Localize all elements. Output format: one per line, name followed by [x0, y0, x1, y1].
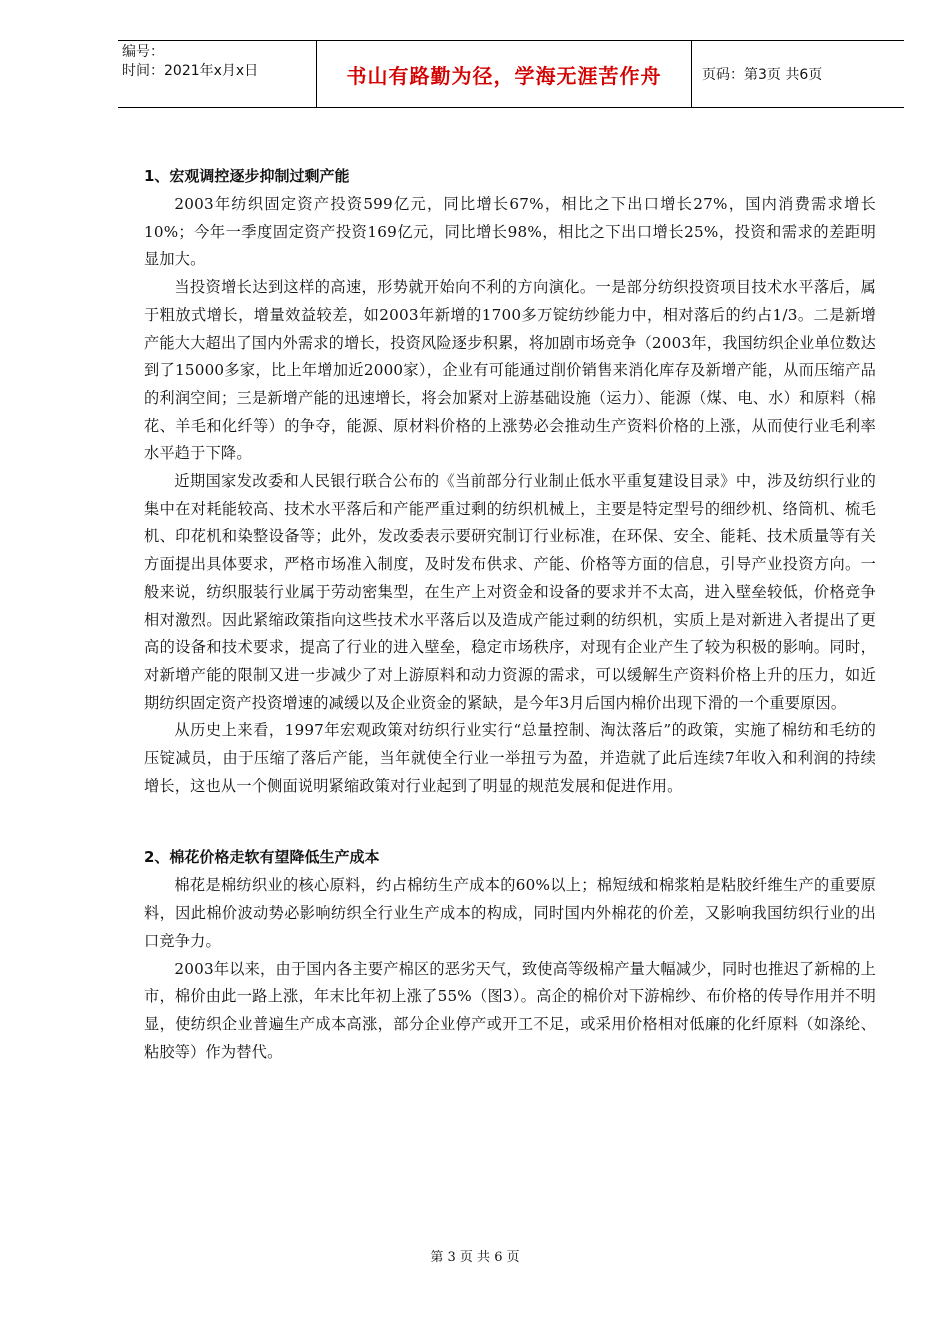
paragraph: 近期国家发改委和人民银行联合公布的《当前部分行业制止低水平重复建设目录》中，涉及纺织行业的集中在对耗能较高、技术水平落后和产能严重过剩的纺织机械上，主要是特定型号的细纱机、络筒机、梳毛机、印花机和染整设备等；此外，发改委表示要研究制订行业标准，在环保、安全、能耗、技术质量等有关方面提出具体要求，严格市场准入制度，及时发布供求、产能、价格等方面的信息，引导产业投资方向。一般来说，纺织服装行业属于劳动密集型，在生产上对资金和设备的要求并不太高，进入壁垒较低，价格竞争相对激烈。因此紧缩政策指向这些技术水平落后以及造成产能过剩的纺织机，实质上是对新进入者提出了更高的设备和技术要求，提高了行业的进入壁垒，稳定市场秩序，对现有企业产生了较为积极的影响。同时，对新增产能的限制又进一步减少了对上游原料和动力资源的需求，可以缓解生产资料价格上升的压力，如近期纺织固定资产投资增速的减缓以及企业资金的紧缺，是今年3月后国内棉价出现下滑的一个重要原因。 — [144, 472, 876, 712]
document-header — [118, 40, 904, 108]
header-motto: 书山有路勤为径，学海无涯苦作舟 — [316, 41, 692, 107]
paragraph: 2003年纺织固定资产投资599亿元，同比增长67%，相比之下出口增长27%，国内消费需求增长10%；今年一季度固定资产投资169亿元，同比增长98%，相比之下出口增长25%，投资和需求的差距明显加大。 — [144, 195, 876, 269]
document-body — [144, 161, 876, 1066]
paragraph: 从历史上来看，1997年宏观政策对纺织行业实行“总量控制、淘汰落后”的政策，实施了棉纺和毛纺的压锭减员，由于压缩了落后产能，当年就使全行业一举扭亏为盈，并造就了此后连续7年收入和利润的持续增长，这也从一个侧面说明紧缩政策对行业起到了明显的规范发展和促进作用。 — [144, 721, 876, 795]
section-heading: 2、棉花价格走软有望降低生产成本 — [144, 848, 380, 867]
time-label: 时间：2021年x月x日 — [122, 63, 259, 79]
page-footer: 第 3 页 共 6 页 — [430, 1250, 520, 1265]
paragraph: 当投资增长达到这样的高速，形势就开始向不利的方向演化。一是部分纺织投资项目技术水平落后，属于粗放式增长，增量效益较差，如2003年新增的1700多万锭纺纱能力中，相对落后的约占1/3。二是新增产能大大超出了国内外需求的增长，投资风险逐步积累，将加剧市场竞争（2003年，我国纺织企业单位数达到了15000多家，比上年增加近2000家），企业有可能通过削价销售来消化库存及新增产能，从而压缩产品的利润空间；三是新增产能的迅速增长，将会加紧对上游基础设施（运力）、能源（煤、电、水）和原料（棉花、羊毛和化纤等）的争夺，能源、原材料价格的上涨势必会推动生产资料价格的上涨，从而使行业毛利率水平趋于下降。 — [144, 278, 876, 463]
number-label: 编号： — [122, 44, 164, 60]
header-meta — [122, 41, 314, 109]
paragraph: 棉花是棉纺织业的核心原料，约占棉纺生产成本的60%以上；棉短绒和棉浆粕是粘胶纤维生产的重要原料，因此棉价波动势必影响纺织全行业生产成本的构成，同时国内外棉花的价差，又影响我国纺织行业的出口竞争力。 — [144, 876, 876, 950]
section-heading: 1、宏观调控逐步抑制过剩产能 — [144, 167, 350, 185]
paragraph: 2003年以来，由于国内各主要产棉区的恶劣天气，致使高等级棉产量大幅减少，同时也推迟了新棉的上市，棉价由此一路上涨，年末比年初上涨了55%（图3）。高企的棉价对下游棉纱、布价格的传导作用并不明显，使纺织企业普遍生产成本高涨，部分企业停产或开工不足，或采用价格相对低廉的化纤原料（如涤纶、粘胶等）作为替代。 — [144, 959, 876, 1061]
header-page-label: 页码：第3页 共6页 — [702, 67, 823, 83]
